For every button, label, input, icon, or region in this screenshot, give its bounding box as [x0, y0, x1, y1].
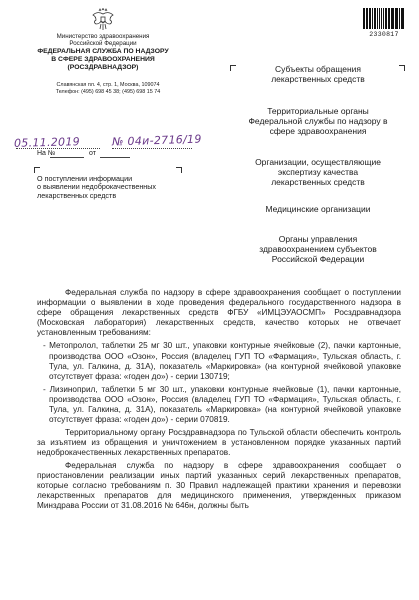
ministry-name	[40, 33, 166, 47]
body-paragraph: Федеральная служба по надзору в сфере здравоохранения сообщает о приостановлении реализации иных партий указанных серий лекарственных препаратов, которые согласно требованиям п. 30 Правил надлежащей практики хранения и перевозки лекарственных препаратов для медицинского применения, утвержденных приказом Минздрава России от 31.08.2016 № 646н, должны быть	[37, 460, 401, 510]
number-line	[112, 148, 192, 149]
recipient-entry	[238, 234, 398, 265]
barcode	[363, 8, 405, 29]
agency-name	[30, 48, 176, 72]
recipient-entry	[238, 157, 398, 188]
ministry-line: Министерство здравоохранения	[56, 33, 150, 40]
recipient-line: Субъекты обращения	[274, 64, 361, 74]
subject-corner-right	[176, 167, 182, 173]
ministry-line: Российской Федерации	[69, 40, 137, 48]
recipient-line: Российской Федерации	[271, 254, 365, 265]
subject-line: лекарственных средств	[37, 190, 117, 200]
agency-address	[38, 82, 178, 96]
recipients-corner-left	[230, 65, 236, 71]
agency-line: В СФЕРЕ ЗДРАВООХРАНЕНИЯ	[51, 56, 155, 63]
date-line	[16, 148, 100, 149]
reference-no-label: На №	[37, 150, 56, 157]
reference-from-line	[100, 157, 130, 158]
recipient-entry	[238, 204, 398, 214]
subject-line: о выявлении недоброкачественных	[37, 182, 157, 192]
recipient-line: экспертизу качества	[277, 167, 359, 178]
barcode-number: 2330817	[369, 31, 399, 38]
recipient-line: сфере здравоохранения	[269, 126, 367, 137]
drug-list-item: - Метопролол, таблетки 25 мг 30 шт., упаковки контурные ячейковые (2), пачки картонные, производства ООО «Озон», Россия (владелец ГУП ТО «Фармация», Тульская область, г. Тула, ул. Галкина, д. 31А), показатель «Маркировка» (на контурной ячейковой упаковке отсутствует фраза: «годен до») - серии 130719;	[43, 341, 401, 381]
agency-line: ФЕДЕРАЛЬНАЯ СЛУЖБА ПО НАДЗОРУ	[37, 48, 169, 55]
recipient-entry	[238, 106, 398, 137]
recipient-line: Медицинские организации	[265, 204, 371, 214]
recipient-line: лекарственных средств	[271, 74, 365, 85]
recipient-line: Федеральной службы по надзору в	[248, 116, 388, 127]
recipient-line: Территориальные органы	[267, 106, 369, 116]
drug-list-item: - Лизиноприл, таблетки 5 мг 30 шт., упаковки контурные ячейковые (1), пачки картонные, производства ООО «Озон», Россия (владелец ГУП ТО «Фармация», Тульская область, г. Тула, ул. Галкина, д. 31А), показатель «Маркировка» (на контурной ячейковой упаковке отсутствует фраза: «годен до») - серии 070819.	[43, 384, 401, 425]
recipient-line: лекарственных средств	[271, 177, 365, 188]
coat-of-arms-icon	[90, 8, 116, 32]
recipient-line: Организации, осуществляющие	[255, 157, 381, 167]
recipient-line: здравоохранением субъектов	[259, 244, 377, 255]
recipient-entry	[238, 64, 398, 84]
letter-subject	[37, 175, 167, 200]
body-paragraph: Федеральная служба по надзору в сфере здравоохранения сообщает о поступлении информации о выявлении в ходе проведения федерального государственного надзора в сфере обращения лекарственных средств ФГБУ «ИМЦЭУАОСМП» Росздравнадзора (Московская лаборатория) лекарственных средств, качество которых не отвечает установленным требованиям:	[37, 288, 401, 338]
handwritten-date: 05.11.2019	[13, 135, 81, 150]
letter-body	[37, 288, 401, 513]
subject-corner-left	[34, 167, 40, 173]
reference-no-line	[50, 157, 84, 158]
address-line: Телефон: (495) 698 45 38; (495) 698 15 74	[55, 89, 161, 95]
recipient-line: Органы управления	[278, 234, 358, 244]
handwritten-number: № 04и-2716/19	[111, 132, 202, 149]
recipients-corner-right	[399, 65, 405, 71]
address-line: Славянская пл. 4, стр. 1, Москва, 109074	[56, 82, 160, 88]
reference-from-label: от	[89, 150, 96, 157]
agency-line: (РОСЗДРАВНАДЗОР)	[67, 64, 139, 71]
body-paragraph: Территориальному органу Росздравнадзора по Тульской области обеспечить контроль за изъятием из обращения и уничтожением в установленном порядке указанных партий недоброкачественных лекарственных препаратов.	[37, 428, 401, 458]
subject-line: О поступлении информации	[37, 174, 133, 183]
